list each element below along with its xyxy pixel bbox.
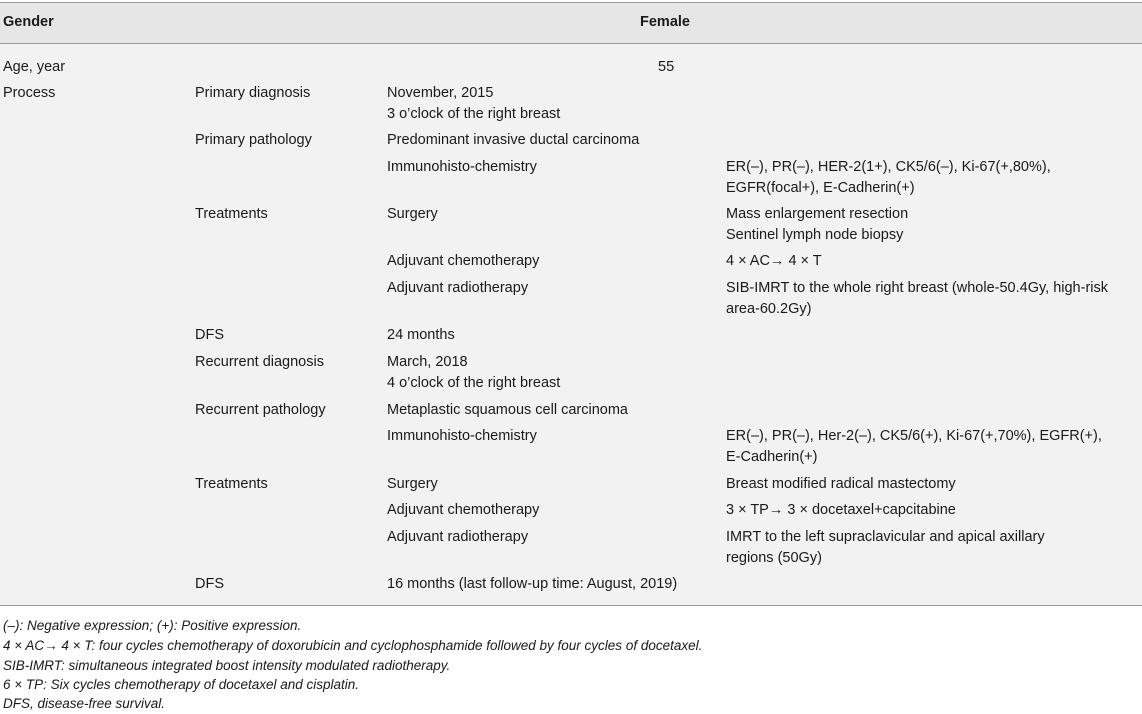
- gender-label: Gender: [3, 14, 54, 30]
- treatments-1-chemo-value: 4 × AC→ 4 × T: [726, 253, 822, 269]
- primary-pathology-label: Primary pathology: [195, 132, 312, 148]
- treatments-2-chemo-label: Adjuvant chemotherapy: [387, 502, 540, 518]
- dfs-2-label: DFS: [195, 576, 224, 592]
- treatments-2-radio-label: Adjuvant radiotherapy: [387, 529, 529, 545]
- treatments-1-radio-line1: SIB-IMRT to the whole right breast (whole-50.4Gy, high-risk: [726, 280, 1108, 296]
- treatments-1-radio-line2: area-60.2Gy): [726, 301, 812, 317]
- treatments-2-label: Treatments: [195, 476, 268, 492]
- recurrent-ihc-line2: E-Cadherin(+): [726, 449, 818, 465]
- process-label: Process: [3, 85, 56, 101]
- treatments-1-surgery-label: Surgery: [387, 206, 438, 222]
- footnote: 6 × TP: Six cycles chemotherapy of docetaxel and cisplatin.: [3, 677, 360, 692]
- primary-ihc-label: Immunohisto-chemistry: [387, 159, 537, 175]
- recurrent-diagnosis-site: 4 o’clock of the right breast: [387, 375, 561, 391]
- treatments-1-surgery-line2: Sentinel lymph node biopsy: [726, 227, 904, 243]
- treatments-1-surgery-line1: Mass enlargement resection: [726, 206, 909, 222]
- dfs-2-value: 16 months (last follow-up time: August, 2019): [387, 576, 678, 592]
- treatments-2-radio-line2: regions (50Gy): [726, 550, 822, 566]
- recurrent-diagnosis-date: March, 2018: [387, 354, 468, 370]
- footnote: 4 × AC→ 4 × T: four cycles chemotherapy of doxorubicin and cyclophosphamide followed by four cycles of docetaxel.: [3, 638, 703, 653]
- primary-diagnosis-label: Primary diagnosis: [195, 85, 311, 101]
- recurrent-ihc-line1: ER(–), PR(–), Her-2(–), CK5/6(+), Ki-67(+,70%), EGFR(+),: [726, 428, 1102, 444]
- footnote: (–): Negative expression; (+): Positive expression.: [3, 618, 302, 633]
- age-value: 55: [658, 59, 675, 75]
- treatments-1-radio-label: Adjuvant radiotherapy: [387, 280, 529, 296]
- dfs-1-value: 24 months: [387, 327, 455, 343]
- recurrent-pathology-label: Recurrent pathology: [195, 402, 326, 418]
- footnote: DFS, disease-free survival.: [3, 696, 166, 711]
- footnote: SIB-IMRT: simultaneous integrated boost intensity modulated radiotherapy.: [3, 658, 451, 673]
- treatments-2-chemo-value: 3 × TP→ 3 × docetaxel+capcitabine: [726, 502, 956, 518]
- primary-pathology-value: Predominant invasive ductal carcinoma: [387, 132, 640, 148]
- primary-ihc-line1: ER(–), PR(–), HER-2(1+), CK5/6(–), Ki-67(+,80%),: [726, 159, 1051, 175]
- gender-value: Female: [640, 14, 690, 30]
- body-band: [0, 44, 1142, 605]
- treatments-1-chemo-label: Adjuvant chemotherapy: [387, 253, 540, 269]
- primary-diagnosis-date: November, 2015: [387, 85, 494, 101]
- recurrent-ihc-label: Immunohisto-chemistry: [387, 428, 537, 444]
- age-label: Age, year: [3, 59, 66, 75]
- treatments-1-label: Treatments: [195, 206, 268, 222]
- treatments-2-surgery-value: Breast modified radical mastectomy: [726, 476, 956, 492]
- treatments-2-surgery-label: Surgery: [387, 476, 438, 492]
- primary-ihc-line2: EGFR(focal+), E-Cadherin(+): [726, 180, 915, 196]
- primary-diagnosis-site: 3 o’clock of the right breast: [387, 106, 561, 122]
- recurrent-pathology-value: Metaplastic squamous cell carcinoma: [387, 402, 628, 418]
- header-band: [0, 3, 1142, 43]
- recurrent-diagnosis-label: Recurrent diagnosis: [195, 354, 324, 370]
- dfs-1-label: DFS: [195, 327, 224, 343]
- treatments-2-radio-line1: IMRT to the left supraclavicular and apical axillary: [726, 529, 1045, 545]
- bottom-rule: [0, 605, 1142, 606]
